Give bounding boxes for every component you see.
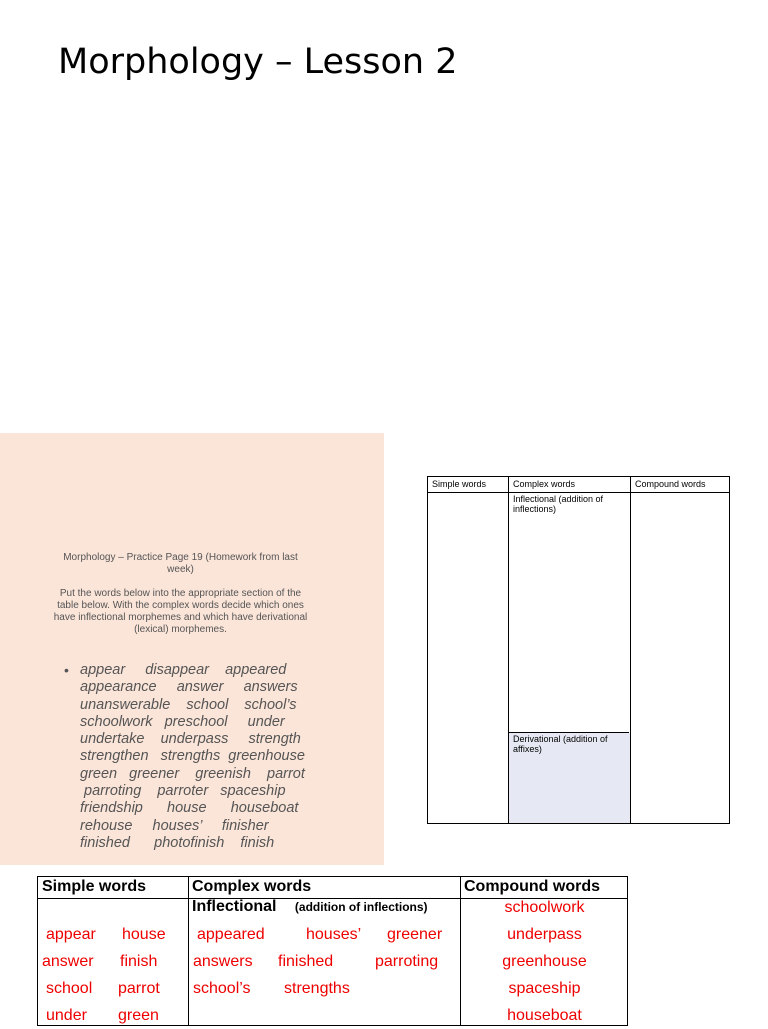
- simple-word: green: [118, 1007, 159, 1024]
- blank-worksheet-table: [427, 476, 730, 824]
- instruction-line: table below. With the complex words decide which ones: [57, 600, 304, 611]
- inflectional-label-line: inflections): [513, 504, 557, 514]
- word-line: appear disappear appeared: [80, 662, 287, 678]
- practice-card: [0, 433, 384, 865]
- word-line: unanswerable school school’s: [80, 696, 297, 713]
- simple-word: answer: [42, 953, 94, 970]
- inflectional-word: appeared: [197, 926, 265, 943]
- word-line: undertake underpass strength: [80, 731, 301, 748]
- inflectional-label: Inflectional: [192, 898, 277, 915]
- compound-word: underpass: [507, 926, 582, 943]
- inflectional-label-line: Inflectional (addition of: [513, 494, 604, 504]
- compound-word: houseboat: [507, 1007, 582, 1024]
- col-header-complex: Complex words: [192, 878, 312, 895]
- simple-word: appear: [46, 926, 96, 943]
- column-divider: [508, 477, 509, 823]
- word-line: parroting parroter spaceship: [80, 783, 286, 800]
- slide-title: Morphology – Lesson 2: [58, 42, 458, 82]
- word-line: finished photofinish finish: [80, 834, 275, 851]
- inflectional-word: answers: [193, 953, 253, 970]
- inflectional-word: strengths: [284, 980, 350, 997]
- derivational-label-line: affixes): [513, 744, 542, 754]
- derivational-label: [513, 734, 608, 754]
- column-divider: [188, 877, 189, 1025]
- word-line: rehouse houses’ finisher: [80, 817, 269, 834]
- instruction-line: Put the words below into the appropriate section of the: [59, 588, 302, 599]
- inflectional-word: school’s: [193, 980, 251, 997]
- simple-word: house: [122, 926, 166, 943]
- instruction-line: have inflectional morphemes and which have derivational: [53, 612, 308, 623]
- word-list: [80, 662, 330, 852]
- simple-word: under: [46, 1007, 87, 1024]
- practice-heading-line: week): [167, 564, 194, 575]
- word-line: green greener greenish parrot: [80, 765, 305, 782]
- col-header-simple: Simple words: [432, 479, 487, 489]
- col-header-compound: Compound words: [635, 479, 706, 489]
- column-divider: [630, 477, 631, 823]
- col-header-simple: Simple words: [42, 878, 147, 895]
- col-header-complex: Complex words: [513, 479, 576, 489]
- inflectional-label: [513, 494, 603, 514]
- word-line: appearance answer answers: [80, 679, 298, 696]
- simple-word: school: [46, 980, 93, 997]
- word-line: friendship house houseboat: [80, 800, 299, 817]
- inflectional-word: greener: [387, 926, 443, 943]
- practice-heading-line: Morphology – Practice Page 19 (Homework from last: [63, 552, 298, 563]
- compound-word: spaceship: [508, 980, 581, 997]
- derivational-label-line: Derivational (addition of: [513, 734, 608, 744]
- simple-word: parrot: [118, 980, 160, 997]
- instruction-line: (lexical) morphemes.: [134, 624, 227, 635]
- inflectional-word: parroting: [375, 953, 439, 970]
- practice-instructions: [48, 588, 313, 636]
- simple-word: finish: [120, 953, 158, 970]
- inflectional-heading: [192, 898, 428, 916]
- col-header-compound: Compound words: [464, 878, 600, 895]
- word-line: strengthen strengths greenhouse: [80, 748, 305, 765]
- inflectional-word: finished: [278, 953, 334, 970]
- word-line: schoolwork preschool under: [80, 713, 285, 730]
- compound-word: greenhouse: [502, 953, 587, 970]
- compound-word: schoolwork: [504, 899, 585, 916]
- answer-table: [37, 876, 628, 1026]
- header-divider: [428, 492, 729, 493]
- inflectional-word: houses’: [306, 926, 362, 943]
- inflectional-note: (addition of inflections): [294, 900, 428, 914]
- practice-heading: [48, 552, 313, 576]
- row-divider: [509, 732, 629, 733]
- bullet-icon: •: [64, 662, 69, 678]
